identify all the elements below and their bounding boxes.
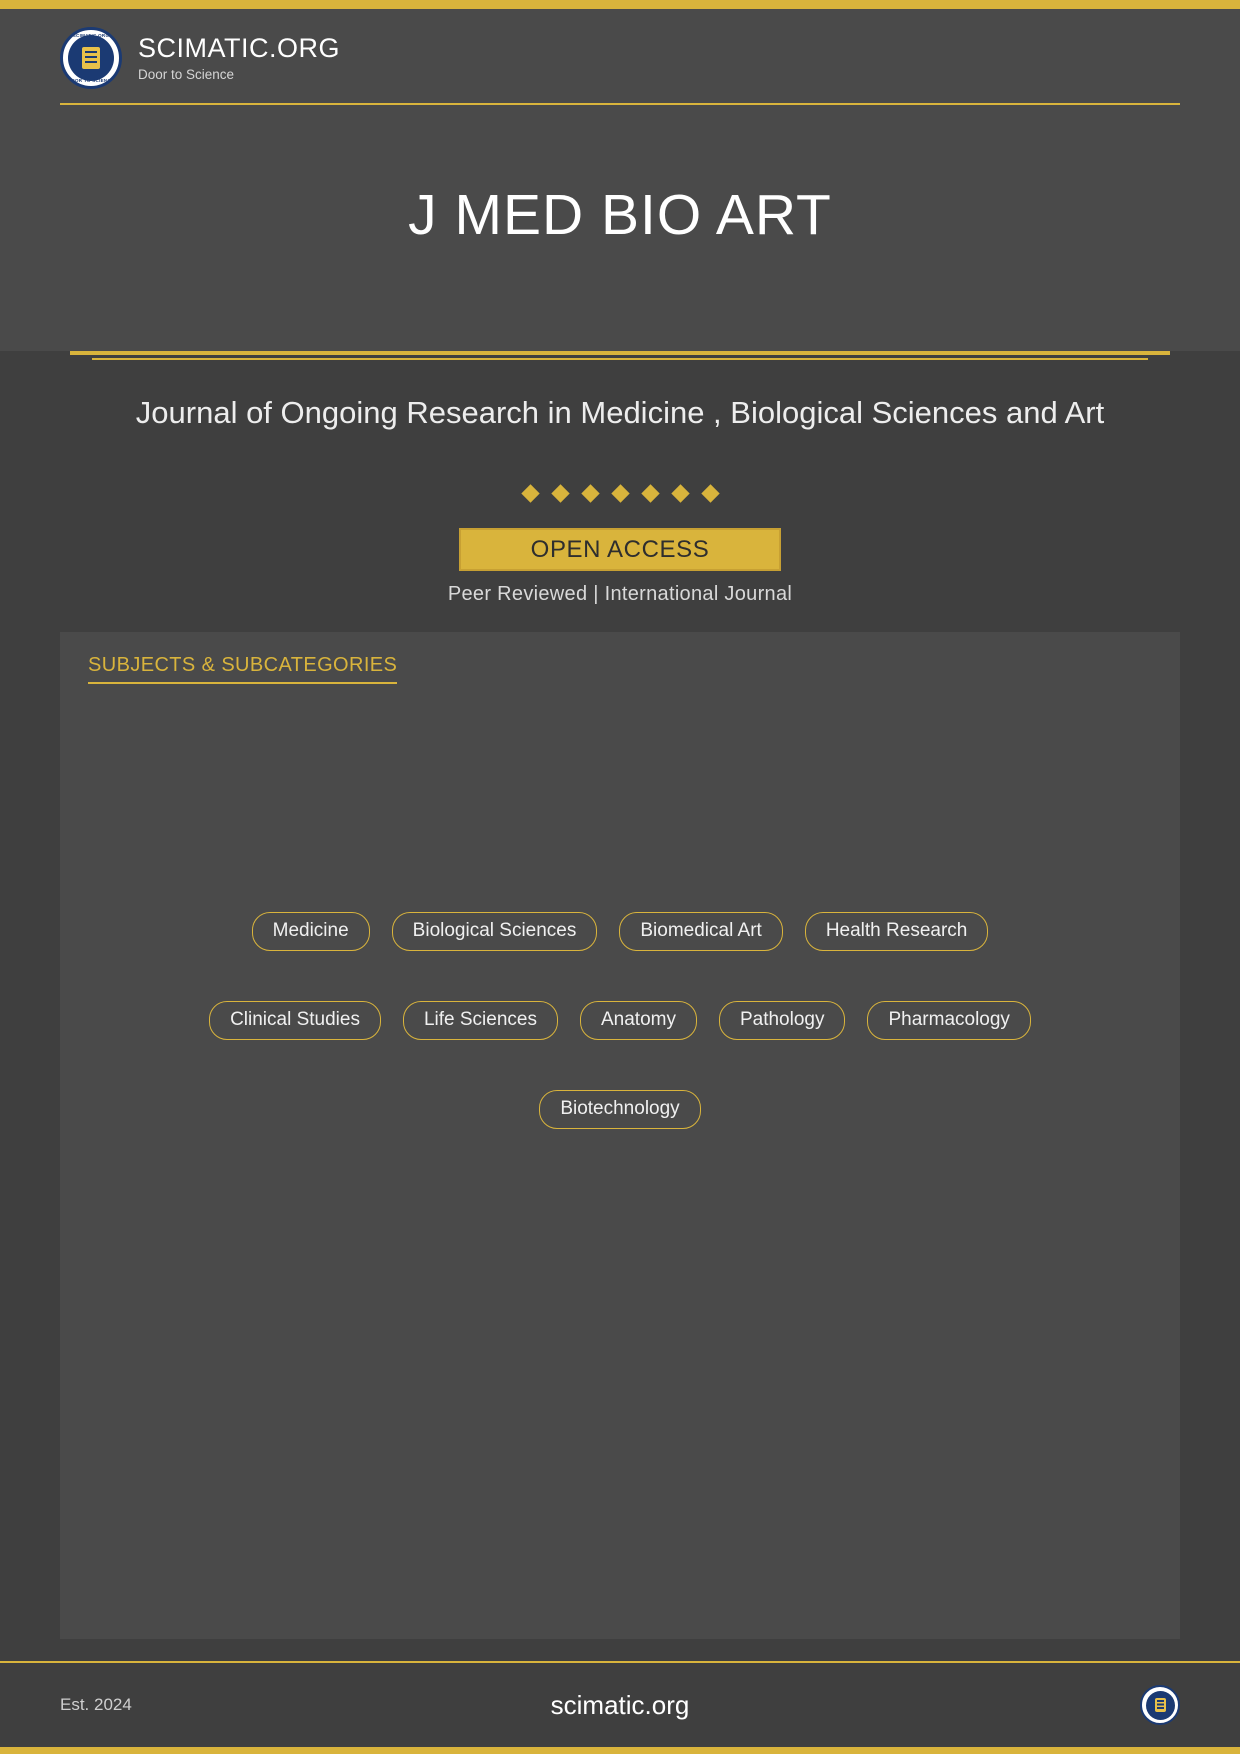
subject-chip-rows	[88, 912, 1152, 1129]
scimatic-seal-icon	[60, 27, 122, 89]
subjects-heading: SUBJECTS & SUBCATEGORIES	[88, 654, 397, 684]
footer	[0, 1661, 1240, 1747]
brand[interactable]	[60, 27, 1180, 103]
title-double-rule	[0, 351, 1240, 363]
site-tagline: Door to Science	[138, 66, 235, 82]
site-name: SCIMATIC.ORG	[138, 33, 341, 64]
subject-chip[interactable]: Pharmacology	[867, 1001, 1030, 1040]
seal-book-mark	[82, 47, 100, 69]
diamond-icon	[581, 484, 599, 502]
subject-chip[interactable]: Medicine	[252, 912, 370, 951]
scimatic-seal-icon	[1140, 1685, 1180, 1725]
diamond-divider	[100, 487, 1140, 500]
journal-subtitle: Journal of Ongoing Research in Medicine , Biological Sciences and Art	[135, 395, 1105, 430]
open-access-badge: OPEN ACCESS	[459, 528, 781, 571]
seal-ring-bottom-text: DOOR TO SCIENCE	[67, 78, 115, 83]
subtitle-zone	[0, 363, 1240, 606]
diamond-icon	[611, 484, 629, 502]
rule-thick	[70, 351, 1170, 355]
page-title: J MED BIO ART	[408, 183, 832, 247]
peer-reviewed-line: Peer Reviewed | International Journal	[447, 583, 793, 606]
subject-chip-row	[539, 1090, 700, 1129]
seal-ring-top-text: SCIMATIC.ORG	[72, 33, 110, 38]
title-zone	[0, 105, 1240, 351]
diamond-icon	[551, 484, 569, 502]
subject-chip[interactable]: Biotechnology	[539, 1090, 700, 1129]
subject-chip[interactable]: Biomedical Art	[619, 912, 782, 951]
subjects-panel	[60, 632, 1180, 1639]
masthead	[0, 9, 1240, 105]
diamond-icon	[701, 484, 719, 502]
subject-chip-row	[252, 912, 989, 951]
subject-chip[interactable]: Pathology	[719, 1001, 846, 1040]
subject-chip[interactable]: Biological Sciences	[392, 912, 598, 951]
subject-chip[interactable]: Clinical Studies	[209, 1001, 381, 1040]
bottom-accent-bar	[0, 1747, 1240, 1754]
rule-thin	[92, 358, 1148, 360]
diamond-icon	[641, 484, 659, 502]
seal-inner	[68, 35, 114, 81]
established-text: Est. 2024	[60, 1695, 132, 1714]
top-accent-bar	[0, 0, 1240, 9]
diamond-icon	[671, 484, 689, 502]
seal-inner	[1146, 1691, 1175, 1720]
subject-chip-row	[209, 1001, 1031, 1040]
footer-logo	[620, 1685, 1180, 1725]
subject-chip[interactable]: Life Sciences	[403, 1001, 558, 1040]
subject-chip[interactable]: Anatomy	[580, 1001, 697, 1040]
diamond-icon	[521, 484, 539, 502]
brand-text	[138, 34, 340, 82]
seal-book-mark	[1155, 1698, 1166, 1712]
website-text: scimatic.org	[550, 1689, 690, 1720]
subject-chip[interactable]: Health Research	[805, 912, 989, 951]
